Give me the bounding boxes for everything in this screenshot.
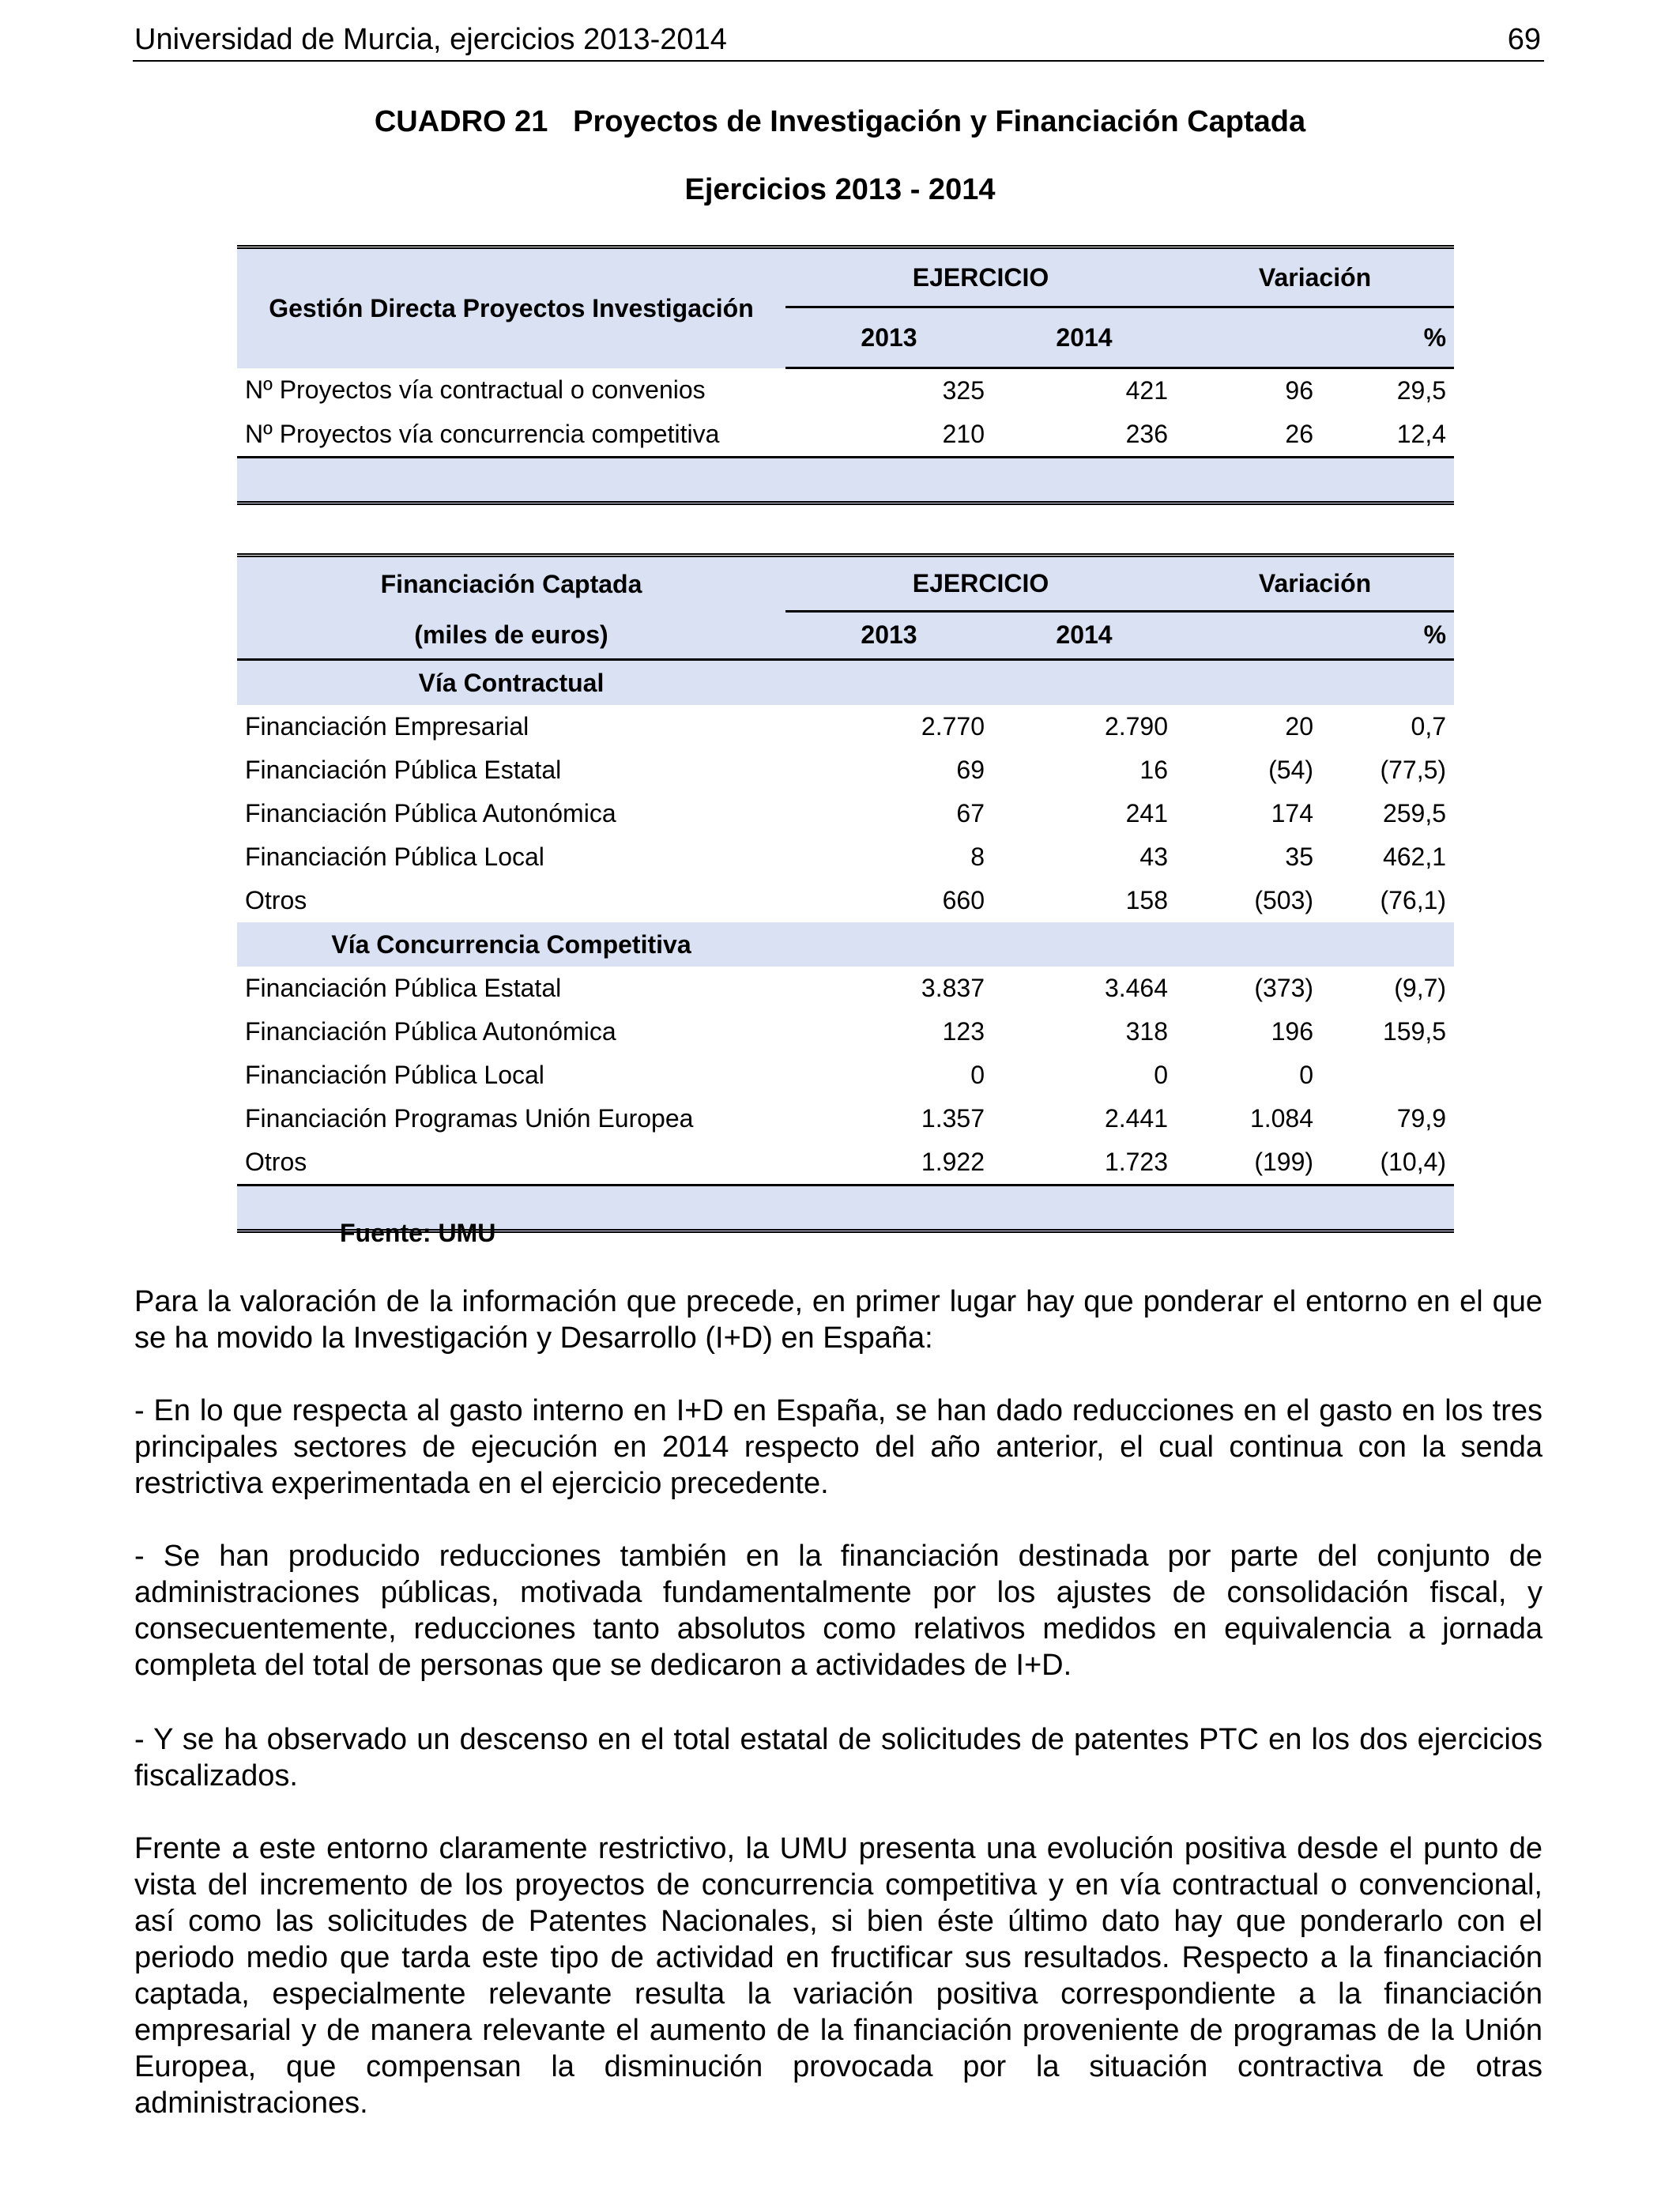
projects-row bbox=[237, 413, 1454, 458]
funding-concurrencia-row-value: 3.837 bbox=[921, 974, 985, 1002]
funding-contractual-row-value: 20 bbox=[1285, 712, 1314, 741]
paragraph-1: Para la valoración de la información que precede, en primer lugar hay que ponderar el entorno en el que se ha movido la Investigación y Desarrollo (I+D) en España: bbox=[134, 1285, 1543, 1355]
funding-concurrencia-row-value: 79,9 bbox=[1396, 1104, 1447, 1133]
funding-concurrencia-row-value bbox=[1321, 1054, 1454, 1097]
funding-concurrencia-row-value: 318 bbox=[1125, 1017, 1169, 1046]
table-subtitle: Ejercicios 2013 - 2014 bbox=[684, 173, 996, 206]
funding-concurrencia-row-value: 0 bbox=[1299, 1061, 1314, 1089]
source-note: Fuente: UMU bbox=[340, 1219, 496, 1247]
funding-concurrencia-row bbox=[237, 967, 1454, 1010]
funding-header-units: (miles de euros) bbox=[237, 611, 785, 660]
projects-row-value: 210 bbox=[942, 420, 985, 448]
funding-contractual-row-value: 174 bbox=[1271, 799, 1314, 827]
funding-concurrencia-row-value: 196 bbox=[1271, 1017, 1314, 1046]
funding-contractual-row-label: Otros bbox=[245, 886, 307, 914]
funding-contractual-row bbox=[237, 879, 1454, 922]
funding-concurrencia-row-value: (199) bbox=[1254, 1148, 1314, 1176]
funding-concurrencia-row-value: 2.441 bbox=[1104, 1104, 1169, 1133]
funding-contractual-row-value: (503) bbox=[1254, 886, 1314, 914]
funding-concurrencia-row bbox=[237, 1140, 1454, 1186]
header-title: Universidad de Murcia, ejercicios 2013-2014 bbox=[134, 23, 727, 56]
projects-row-value: 12,4 bbox=[1396, 420, 1447, 448]
projects-header-2013: 2013 bbox=[785, 307, 993, 368]
funding-contractual-row-value: 462,1 bbox=[1382, 843, 1447, 871]
funding-contractual-row-value: 8 bbox=[970, 843, 985, 871]
funding-header-2013: 2013 bbox=[785, 611, 993, 660]
funding-contractual-row-label: Financiación Pública Estatal bbox=[245, 756, 562, 784]
projects-header-label: Gestión Directa Proyectos Investigación bbox=[237, 247, 785, 368]
funding-contractual-row-value: 259,5 bbox=[1382, 799, 1447, 827]
funding-table bbox=[237, 553, 1454, 1233]
funding-concurrencia-row-value: (373) bbox=[1254, 974, 1314, 1002]
projects-row-label: Nº Proyectos vía contractual o convenios bbox=[245, 375, 706, 405]
funding-concurrencia-row-label: Financiación Pública Estatal bbox=[245, 974, 562, 1002]
table-title: CUADRO 21 Proyectos de Investigación y Financiación Captada bbox=[374, 105, 1306, 138]
funding-concurrencia-row-label: Financiación Pública Autonómica bbox=[245, 1017, 616, 1046]
funding-contractual-row-value: 158 bbox=[1125, 886, 1169, 914]
paragraph-4: - Y se ha observado un descenso en el total estatal de solicitudes de patentes PTC en los dos ejercicios fiscalizados. bbox=[134, 1723, 1543, 1793]
projects-row-value: 96 bbox=[1285, 376, 1314, 405]
funding-contractual-row-value: 2.790 bbox=[1104, 712, 1169, 741]
funding-contractual-row-value: 67 bbox=[956, 799, 985, 827]
funding-header-pct: % bbox=[1321, 611, 1454, 660]
funding-contractual-row-value: 660 bbox=[942, 886, 985, 914]
funding-concurrencia-row-value: 1.084 bbox=[1249, 1104, 1314, 1133]
funding-concurrencia-row bbox=[237, 1054, 1454, 1097]
funding-concurrencia-row-label: Financiación Pública Local bbox=[245, 1061, 544, 1089]
funding-contractual-row bbox=[237, 705, 1454, 748]
funding-contractual-row bbox=[237, 748, 1454, 792]
funding-contractual-row bbox=[237, 835, 1454, 879]
funding-concurrencia-row-value: (10,4) bbox=[1380, 1148, 1447, 1176]
funding-contractual-row-label: Financiación Empresarial bbox=[245, 712, 529, 741]
funding-concurrencia-row-value: 159,5 bbox=[1382, 1017, 1447, 1046]
projects-header-2014: 2014 bbox=[993, 307, 1176, 368]
projects-header-pct: % bbox=[1321, 307, 1454, 368]
paragraph-2: - En lo que respecta al gasto interno en I+D en España, se han dado reducciones en el gasto en los tres principales sectores de ejecución en 2014 respecto del año anterior, el cual continua con la senda restrictiva experimentada en el ejercicio precedente. bbox=[134, 1394, 1543, 1500]
funding-concurrencia-row-value: 1.922 bbox=[921, 1148, 985, 1176]
funding-header-ejercicio: EJERCICIO bbox=[785, 556, 1176, 612]
projects-header-ejercicio: EJERCICIO bbox=[785, 247, 1176, 307]
funding-concurrencia-row-value: (9,7) bbox=[1394, 974, 1447, 1002]
funding-contractual-row bbox=[237, 792, 1454, 835]
funding-header-variacion: Variación bbox=[1176, 556, 1454, 612]
funding-concurrencia-row-label: Financiación Programas Unión Europea bbox=[245, 1104, 694, 1133]
funding-contractual-row-value: 69 bbox=[956, 756, 985, 784]
projects-row-value: 236 bbox=[1125, 420, 1169, 448]
projects-table bbox=[237, 245, 1454, 505]
projects-row-value: 29,5 bbox=[1396, 376, 1447, 405]
funding-contractual-row-value: 2.770 bbox=[921, 712, 985, 741]
page-number: 69 bbox=[1507, 23, 1541, 56]
funding-header-label: Financiación Captada bbox=[237, 556, 785, 612]
projects-row-value: 26 bbox=[1285, 420, 1314, 448]
funding-contractual-row-value: (54) bbox=[1268, 756, 1314, 784]
funding-contractual-row-value: 16 bbox=[1139, 756, 1169, 784]
page-header bbox=[133, 19, 1544, 62]
funding-concurrencia-row bbox=[237, 1097, 1454, 1140]
funding-header-2014: 2014 bbox=[993, 611, 1176, 660]
funding-contractual-row-label: Financiación Pública Autonómica bbox=[245, 799, 616, 827]
projects-row bbox=[237, 368, 1454, 413]
funding-concurrencia-row bbox=[237, 1010, 1454, 1054]
section-via-concurrencia: Vía Concurrencia Competitiva bbox=[237, 922, 785, 967]
funding-contractual-row-value: 0,7 bbox=[1411, 712, 1447, 741]
funding-concurrencia-row-value: 0 bbox=[1154, 1061, 1169, 1089]
funding-concurrencia-row-value: 0 bbox=[970, 1061, 985, 1089]
projects-row-label: Nº Proyectos vía concurrencia competitiva bbox=[245, 420, 720, 448]
paragraph-3: - Se han producido reducciones también en la financiación destinada por parte del conjunto de administraciones públicas, motivada fundamentalmente por los ajustes de consolidación fiscal, y consecuentemente, reducciones tanto absolutos como relativos medidos en equivalencia a jornada completa del total de personas que se dedicaron a actividades de I+D. bbox=[134, 1540, 1543, 1682]
funding-contractual-row-value: (77,5) bbox=[1380, 756, 1447, 784]
funding-contractual-row-value: 35 bbox=[1285, 843, 1314, 871]
funding-contractual-row-value: 241 bbox=[1125, 799, 1169, 827]
funding-concurrencia-row-value: 123 bbox=[942, 1017, 985, 1046]
funding-contractual-row-label: Financiación Pública Local bbox=[245, 843, 544, 871]
projects-header-variacion: Variación bbox=[1176, 247, 1454, 307]
funding-concurrencia-row-value: 1.357 bbox=[921, 1104, 985, 1133]
paragraph-5: Frente a este entorno claramente restrictivo, la UMU presenta una evolución positiva desde el punto de vista del incremento de los proyectos de concurrencia competitiva y en vía contractual o convencional, así como las solicitudes de Patentes Nacionales, si bien éste último dato hay que ponderarlo con el periodo medio que tarda este tipo de actividad en fructificar sus resultados. Respecto a la financiación captada, especialmente relevante resulta la variación positiva correspondiente a la financiación empresarial y de manera relevante el aumento de la financiación proveniente de programas de la Unión Europea, que compensan la disminución provocada por la situación contractiva de otras administraciones. bbox=[134, 1832, 1543, 2120]
projects-row-value: 421 bbox=[1125, 376, 1169, 405]
projects-row-value: 325 bbox=[942, 376, 985, 405]
funding-concurrencia-row-value: 3.464 bbox=[1104, 974, 1169, 1002]
funding-contractual-row-value: (76,1) bbox=[1380, 886, 1447, 914]
section-via-contractual: Vía Contractual bbox=[237, 660, 785, 706]
funding-concurrencia-row-value: 1.723 bbox=[1104, 1148, 1169, 1176]
funding-concurrencia-row-label: Otros bbox=[245, 1148, 307, 1176]
funding-contractual-row-value: 43 bbox=[1139, 843, 1169, 871]
